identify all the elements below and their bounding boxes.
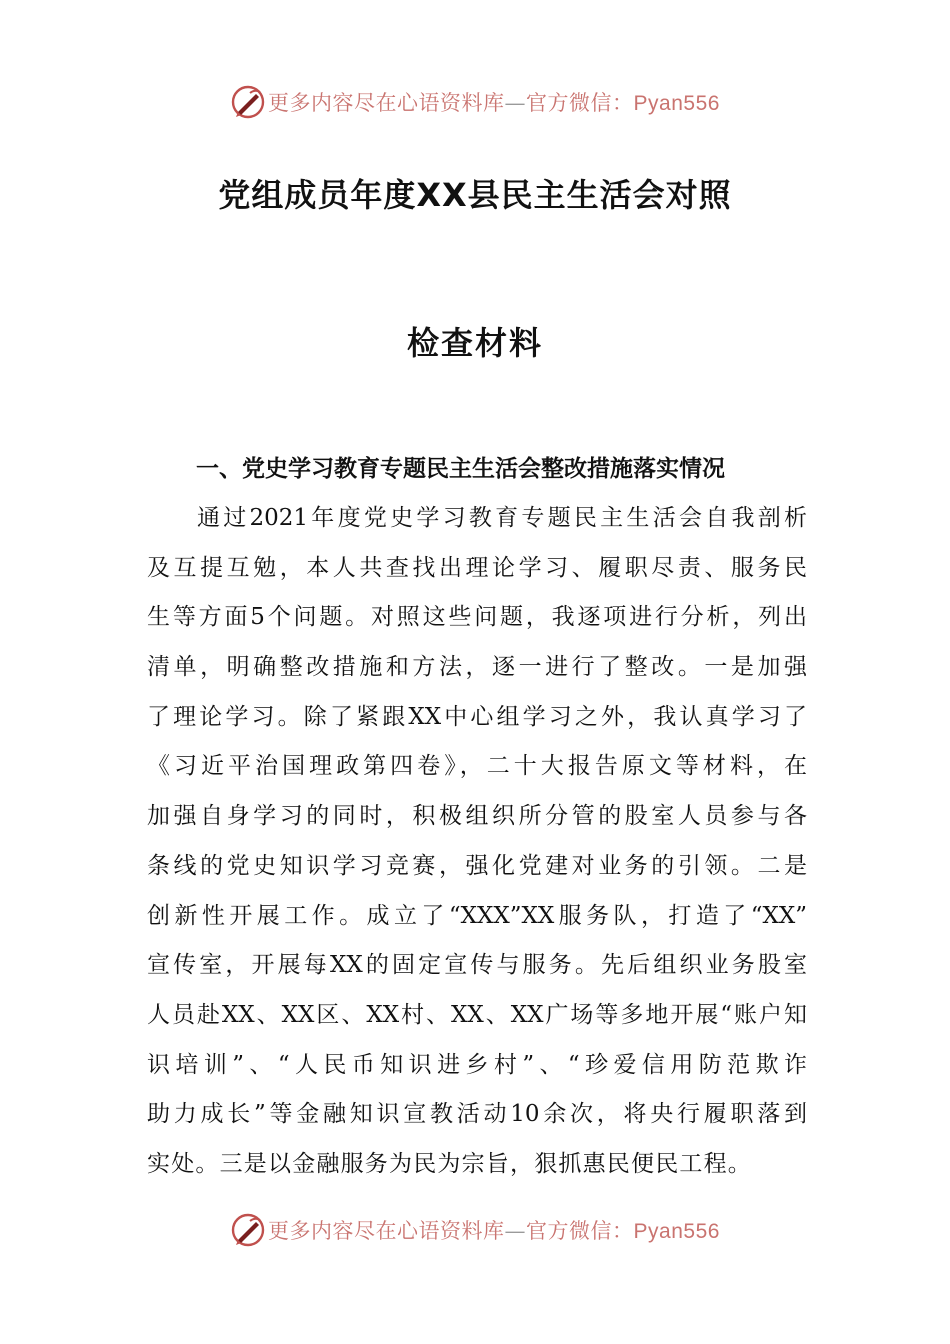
watermark-text: 更多内容尽在心语资料库 bbox=[268, 1219, 505, 1243]
watermark-text: 更多内容尽在心语资料库 bbox=[268, 91, 505, 115]
wechat-id: Pyan556 bbox=[633, 1220, 720, 1243]
wechat-label: 官方微信： bbox=[526, 1219, 634, 1243]
watermark-separator: — bbox=[504, 91, 527, 115]
body-line: 加强自身学习的同时，积极组织所分管的股室人员参与各 bbox=[147, 803, 807, 830]
watermark-footer bbox=[0, 1208, 950, 1252]
watermark-separator: — bbox=[504, 1219, 527, 1243]
pen-logo-icon bbox=[230, 84, 266, 120]
body-line: 生等方面5个问题。对照这些问题，我逐项进行分析，列出 bbox=[147, 604, 807, 631]
body-line: 宣传室，开展每XX的固定宣传与服务。先后组织业务股室 bbox=[147, 952, 807, 979]
document-title-line-2: 检查材料 bbox=[406, 324, 543, 362]
body-line: 了理论学习。除了紧跟XX中心组学习之外，我认真学习了 bbox=[147, 703, 807, 730]
pen-logo-icon bbox=[230, 1212, 266, 1248]
section-heading: 一、党史学习教育专题民主生活会整改措施落实情况 bbox=[196, 456, 725, 482]
body-line: 人员赴XX、XX区、XX村、XX、XX广场等多地开展“账户知 bbox=[147, 1001, 807, 1028]
body-line: 实处。三是以金融服务为民为宗旨，狠抓惠民便民工程。 bbox=[147, 1150, 752, 1177]
body-line: 及互提互勉，本人共查找出理论学习、履职尽责、服务民 bbox=[147, 554, 807, 581]
body-line: 助力成长”等金融知识宣教活动10余次，将央行履职落到 bbox=[147, 1101, 807, 1128]
watermark-text-group bbox=[268, 87, 720, 117]
body-line: 《习近平治国理政第四卷》，二十大报告原文等材料，在 bbox=[147, 753, 807, 780]
document-title-line-1: 党组成员年度XX县民主生活会对照 bbox=[218, 176, 732, 214]
body-paragraph bbox=[147, 494, 807, 1190]
body-line: 条线的党史知识学习竞赛，强化党建对业务的引领。二是 bbox=[147, 852, 807, 879]
wechat-label: 官方微信： bbox=[526, 91, 634, 115]
body-line: 清单，明确整改措施和方法，逐一进行了整改。一是加强 bbox=[147, 654, 807, 681]
body-line: 通过2021年度党史学习教育专题民主生活会自我剖析 bbox=[197, 505, 807, 531]
wechat-id: Pyan556 bbox=[633, 92, 720, 115]
watermark-header bbox=[0, 80, 950, 124]
body-line: 创新性开展工作。成立了“XXX”XX服务队，打造了“XX” bbox=[147, 902, 807, 929]
watermark-text-group bbox=[268, 1215, 720, 1245]
body-line: 识培训”、“人民币知识进乡村”、“珍爱信用防范欺诈 bbox=[147, 1051, 807, 1078]
